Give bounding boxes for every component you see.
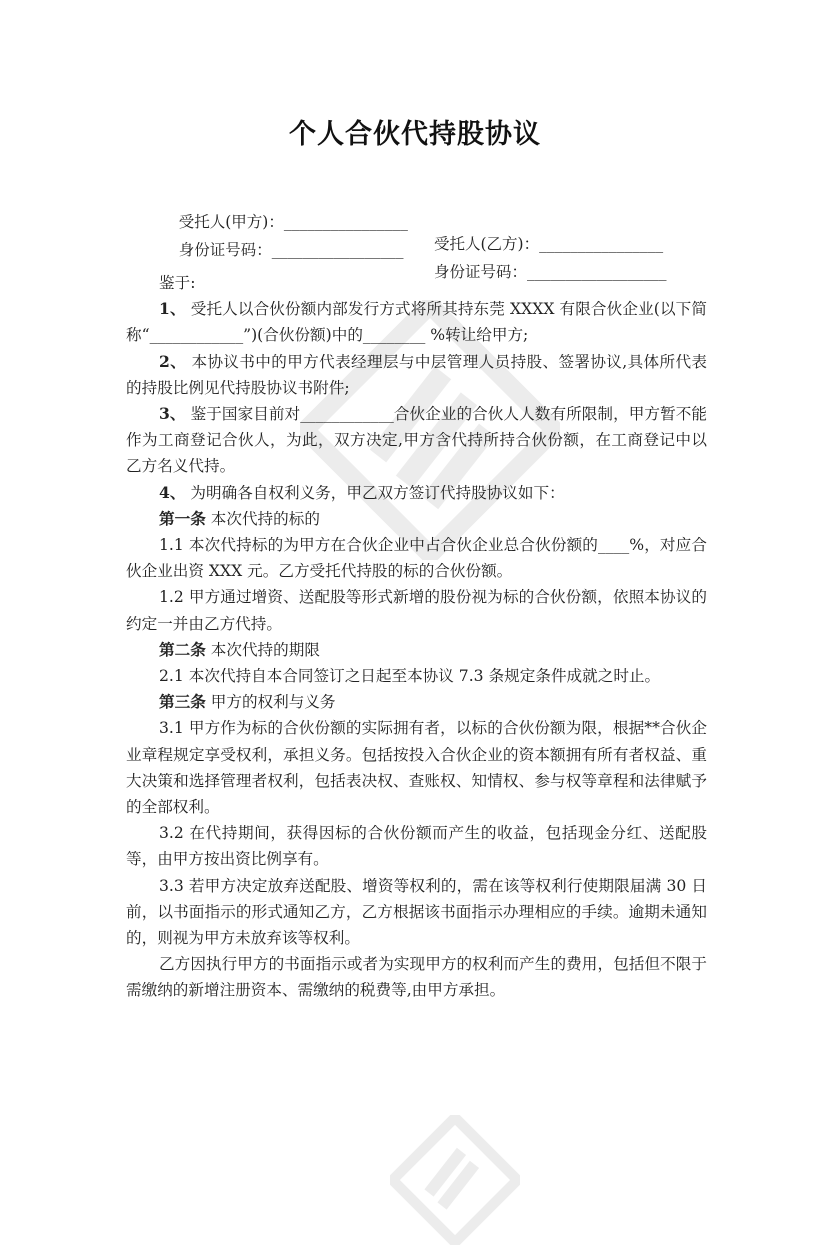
recital-2 xyxy=(126,349,707,401)
party-b-id-field: 身份证号码：__________________ xyxy=(434,263,667,281)
document-body xyxy=(126,270,707,1004)
clause-3-1: 3.1 甲方作为标的合伙份额的实际拥有者，以标的合伙份额为限，根据**合伙企业章程规定享受权利，承担义务。包括按投入合伙企业的资本额拥有所有者权益、重大决策和选择管理者权利，包括表决权、查账权、知情权、参与权等章程和法律赋予的全部权利。 xyxy=(126,719,707,817)
recital-4 xyxy=(126,480,707,506)
recital-text: 为明确各自权利义务，甲乙双方签订代持股协议如下： xyxy=(185,483,565,502)
whereas-label: 鉴于: xyxy=(159,274,196,292)
recital-text: 受托人以合伙份额内部发行方式将所其持东莞 XXXX 有限合伙企业(以下简称“____________”)(合伙份额)中的________ %转让给甲方; xyxy=(126,300,707,345)
party-a-field: 受托人(甲方)：________________ xyxy=(178,213,408,231)
recital-number: 2、 xyxy=(159,351,187,371)
article-number: 第二条 xyxy=(159,639,206,659)
article-title: 甲方的权利与义务 xyxy=(205,693,336,712)
clause-1-2: 1.2 甲方通过增资、送配股等形式新增的股份视为标的合伙份额，依照本协议的约定一并由乙方代持。 xyxy=(126,588,707,633)
clause-2-1: 2.1 本次代持自本合同签订之日起至本协议 7.3 条规定条件成就之时止。 xyxy=(159,667,661,686)
article-3-heading xyxy=(126,689,707,715)
recital-3 xyxy=(126,401,707,480)
recital-number: 4、 xyxy=(159,482,186,502)
recital-text: 鉴于国家目前对____________合伙企业的合伙人人数有所限制，甲方暂不能作为工商登记合伙人，为此，双方决定,甲方含代持所持合伙份额，在工商登记中以乙方名义代持。 xyxy=(126,405,707,476)
party-b-field: 受托人(乙方)：________________ xyxy=(434,235,664,253)
document-title: 个人合伙代持股协议 xyxy=(289,119,541,150)
clause-3-2: 3.2 在代持期间，获得因标的合伙份额而产生的收益，包括现金分红、送配股等，由甲方按出资比例享有。 xyxy=(126,824,707,869)
watermark-logo-icon xyxy=(390,1115,520,1245)
recital-1 xyxy=(126,296,707,348)
article-title: 本次代持的期限 xyxy=(205,640,320,659)
article-number: 第一条 xyxy=(159,508,206,528)
article-number: 第三条 xyxy=(159,692,206,712)
article-2-heading xyxy=(126,637,707,663)
recital-number: 1、 xyxy=(159,299,186,319)
recital-text: 本协议书中的甲方代表经理层与中层管理人员持股、签署协议,具体所代表的持股比例见代持股协议书附件; xyxy=(126,352,707,397)
recital-number: 3、 xyxy=(159,404,186,424)
clause-3-expenses: 乙方因执行甲方的书面指示或者为实现甲方的权利而产生的费用，包括但不限于需缴纳的新增注册资本、需缴纳的税费等,由甲方承担。 xyxy=(126,955,707,1000)
party-a-id-field: 身份证号码：_________________ xyxy=(178,241,404,259)
article-1-heading xyxy=(126,506,707,532)
clause-1-1: 1.1 本次代持标的为甲方在合伙企业中占合伙企业总合伙份额的____%，对应合伙企业出资 XXX 元。乙方受托代持股的标的合伙份额。 xyxy=(126,536,707,581)
article-title: 本次代持的标的 xyxy=(205,509,320,528)
clause-3-3: 3.3 若甲方决定放弃送配股、增资等权利的，需在该等权利行使期限届满 30 日前，以书面指示的形式通知乙方，乙方根据该书面指示办理相应的手续。逾期未通知的，则视为甲方未放弃该等权利。 xyxy=(126,876,707,948)
